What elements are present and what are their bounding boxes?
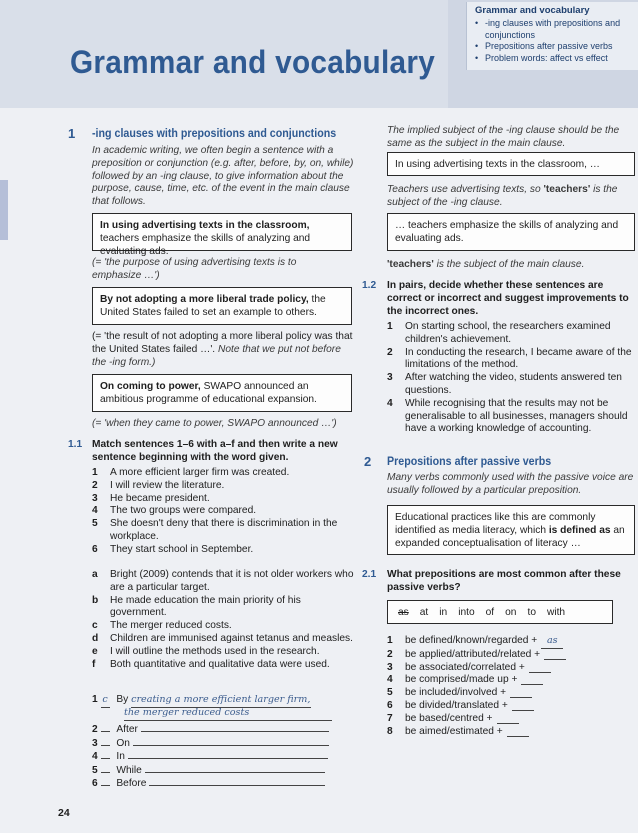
unit-contents-list	[467, 18, 638, 64]
item-number: 3	[387, 372, 393, 384]
item-letter: e	[92, 645, 98, 657]
answer-list	[92, 694, 342, 789]
list-item	[92, 518, 354, 544]
list-item	[387, 726, 627, 739]
answer-row-continued	[92, 707, 342, 721]
item-text: be associated/correlated +	[405, 661, 525, 673]
exercise-number: 2.1	[362, 569, 377, 580]
item-text: A more efficient larger firm was created.	[110, 467, 290, 478]
list-item	[92, 467, 354, 480]
section-title: Prepositions after passive verbs	[387, 455, 552, 468]
example-box	[92, 287, 352, 325]
item-text: On starting school, the researchers examined children's achievement.	[405, 321, 611, 345]
exercise-number: 1.2	[362, 280, 377, 291]
item-text: be based/centred +	[405, 712, 493, 724]
item-text: be defined/known/regarded +	[405, 635, 538, 646]
list-item	[387, 700, 627, 713]
preposition-box	[387, 600, 613, 624]
example-box	[387, 505, 635, 555]
answer-number: 5	[92, 764, 98, 776]
note-text: is the subject of the -ing clause.	[387, 184, 618, 208]
example-text: the United States failed to set an example to others.	[100, 294, 326, 318]
example-bold: In using advertising texts in the classroom,	[100, 220, 310, 231]
item-text: I will review the literature.	[110, 479, 225, 491]
item-text: Children are immunised against tetanus and measles.	[110, 632, 353, 644]
answer-number: 3	[92, 737, 98, 749]
answer-line[interactable]	[149, 775, 325, 786]
item-text: He made education the main priority of his government.	[110, 594, 301, 619]
item-letter: d	[92, 632, 99, 644]
answer-letter-blank[interactable]: c	[101, 694, 110, 708]
example-bold: is defined as	[548, 525, 611, 536]
list-item	[92, 633, 354, 646]
example-note-italic: Note that we put not before the -ing form.)	[92, 343, 341, 368]
item-text: In conducting the research, I became aware of the limitations of the method.	[405, 346, 632, 371]
answer-blank[interactable]	[510, 687, 532, 698]
unit-contents-item: • Problem words: affect vs effect	[475, 53, 638, 65]
preposition: to	[527, 607, 536, 618]
list-item	[92, 620, 354, 633]
example-text: Educational practices like this are commonly identified as media literacy, which	[395, 512, 596, 536]
example-note-part: (= 'the result of not adopting a more liberal policy was that the United States failed …'.	[92, 331, 353, 355]
section-intro: In academic writing, we often begin a sentence with a preposition or conjunction (e.g. after, before, by, on, while) followed by an -ing clause, to give information about the purpose, cause, time, etc. of the event in the main clause that follows.	[92, 145, 354, 208]
item-number: 4	[387, 674, 393, 686]
example-box: … teachers emphasize the skills of analyzing and evaluating ads.	[387, 213, 635, 251]
answer-blank[interactable]	[507, 726, 529, 737]
section-title: -ing clauses with prepositions and conjunctions	[92, 127, 337, 140]
list-item	[387, 687, 627, 700]
answer-blank[interactable]: as	[541, 635, 563, 649]
example-note: (= 'the purpose of using advertising texts is to emphasize …')	[92, 257, 297, 281]
answer-start-word: In	[116, 751, 125, 762]
page-title: Grammar and vocabulary	[70, 44, 436, 80]
teachers-note	[387, 184, 635, 210]
preposition: on	[505, 607, 517, 618]
answer-start-word: On	[116, 737, 130, 749]
answer-start-word: While	[116, 764, 142, 776]
unit-contents-item: • Prepositions after passive verbs	[475, 41, 638, 53]
answer-row	[92, 762, 342, 776]
sentence-list	[92, 467, 354, 557]
item-text: The merger reduced costs.	[110, 620, 232, 632]
item-number: 7	[387, 712, 393, 724]
item-number: 5	[387, 687, 393, 699]
example-box	[92, 213, 352, 257]
list-item	[387, 674, 627, 687]
item-text: The two groups were compared.	[110, 505, 257, 517]
list-item	[92, 569, 354, 595]
example-box	[92, 374, 352, 412]
example-note	[92, 331, 354, 369]
list-item	[387, 635, 627, 649]
item-letter: c	[92, 620, 98, 632]
item-text: Bright (2009) contends that it is not older workers who are a particular target.	[110, 569, 354, 593]
preposition: with	[546, 607, 566, 618]
list-item	[92, 595, 354, 621]
item-text: While recognising that the results may not be generalisable to all businesses, managers should have a working knowledge of accounting.	[405, 397, 628, 435]
unit-contents-item: • -ing clauses with prepositions and conjunctions	[475, 18, 638, 41]
section-intro: Many verbs commonly used with the passive voice are usually followed by a particular preposition.	[387, 472, 634, 496]
margin-stripe	[0, 180, 8, 240]
note-text: Teachers use advertising texts, so	[387, 184, 544, 195]
answer-blank[interactable]	[521, 674, 543, 685]
answer-line[interactable]	[141, 721, 329, 732]
answer-line[interactable]	[128, 748, 328, 759]
item-number: 3	[92, 492, 98, 504]
item-text: He became president.	[110, 492, 210, 504]
list-item	[92, 646, 354, 659]
answer-letter-blank[interactable]	[101, 772, 110, 773]
item-letter: b	[92, 594, 99, 606]
item-letter: f	[92, 658, 96, 670]
example-text: an expanded conceptualisation of literacy …	[395, 525, 625, 549]
item-text: be included/involved +	[405, 687, 507, 699]
item-letter: a	[92, 569, 98, 580]
item-text: She doesn't deny that there is discrimination in the workplace.	[110, 518, 338, 542]
item-text: Both quantitative and qualitative data were used.	[110, 658, 330, 670]
example-note: (= 'when they came to power, SWAPO announced …')	[92, 418, 337, 429]
list-item	[387, 321, 637, 347]
answer-line[interactable]: the merger reduced costs	[124, 707, 332, 721]
example-text: SWAPO announced an ambitious programme of educational expansion.	[100, 381, 317, 405]
note-bold: 'teachers'	[387, 259, 434, 270]
item-number: 1	[387, 321, 393, 332]
answer-number: 2	[92, 724, 98, 735]
answer-row	[92, 748, 342, 762]
answer-row	[92, 735, 342, 749]
item-number: 1	[387, 635, 393, 646]
implied-subject-note: The implied subject of the -ing clause should be the same as the subject in the main clause.	[387, 125, 620, 149]
verb-list	[387, 635, 627, 738]
item-number: 4	[92, 505, 98, 517]
answer-blank[interactable]	[544, 649, 566, 660]
item-text: be divided/translated +	[405, 699, 508, 711]
item-number: 2	[387, 648, 393, 660]
answer-row	[92, 694, 342, 707]
answer-blank[interactable]	[497, 713, 519, 724]
answer-line[interactable]	[145, 762, 325, 773]
answer-blank[interactable]	[512, 700, 534, 711]
item-text: be applied/attributed/related +	[405, 648, 541, 660]
list-item	[387, 713, 627, 726]
item-number: 2	[387, 346, 393, 358]
note-text: is the subject of the main clause.	[433, 259, 585, 270]
example-text: teachers emphasize the skills of analyzing and evaluating ads.	[100, 233, 311, 257]
answer-row	[92, 775, 342, 789]
answer-start-word: After	[116, 724, 138, 735]
item-text: They start school in September.	[110, 543, 254, 555]
preposition: into	[458, 607, 475, 618]
list-item	[387, 662, 627, 675]
item-number: 8	[387, 725, 393, 737]
unit-contents-title: Grammar and vocabulary	[475, 5, 590, 16]
list-item	[92, 544, 354, 557]
sentence-list	[387, 321, 637, 436]
answer-letter-blank[interactable]	[101, 745, 110, 746]
section-number: 2	[364, 454, 372, 469]
list-item	[92, 505, 354, 518]
item-number: 2	[92, 479, 98, 491]
list-item	[387, 398, 637, 436]
unit-contents-box	[466, 2, 638, 70]
answer-number: 1	[92, 694, 98, 705]
list-item	[387, 649, 627, 662]
item-number: 6	[92, 543, 98, 555]
teachers-note	[387, 259, 635, 272]
example-bold: By not adopting a more liberal trade policy,	[100, 294, 309, 305]
answer-line[interactable]: creating a more efficient larger firm,	[131, 694, 311, 708]
preposition: at	[419, 607, 429, 618]
item-text: be aimed/estimated +	[405, 725, 503, 737]
answer-start-word: By	[116, 694, 129, 705]
exercise-instruction: In pairs, decide whether these sentences are correct or incorrect and suggest improvements to the incorrect ones.	[387, 280, 629, 317]
item-number: 6	[387, 699, 393, 711]
item-number: 3	[387, 661, 393, 673]
note-bold: 'teachers'	[543, 184, 591, 195]
item-text: I will outline the methods used in the research.	[110, 645, 320, 657]
answer-line[interactable]	[133, 735, 329, 746]
answer-start-word: Before	[116, 778, 147, 789]
item-number: 1	[92, 467, 98, 478]
item-number: 5	[92, 518, 98, 530]
example-box: In using advertising texts in the classroom, …	[387, 152, 635, 176]
section-number: 1	[68, 126, 76, 141]
preposition: in	[439, 607, 448, 618]
list-item	[92, 493, 354, 506]
answer-letter-blank[interactable]	[101, 731, 110, 732]
answer-letter-blank[interactable]	[101, 758, 110, 759]
item-text: be comprised/made up +	[405, 674, 518, 686]
answer-blank[interactable]	[529, 662, 551, 673]
list-item	[92, 659, 354, 672]
exercise-instruction: What prepositions are most common after these passive verbs?	[387, 569, 621, 593]
page-number: 24	[58, 807, 70, 819]
item-number: 4	[387, 397, 393, 409]
answer-number: 6	[92, 778, 98, 789]
preposition: of	[485, 607, 495, 618]
example-bold: On coming to power,	[100, 381, 201, 392]
answer-letter-blank[interactable]	[101, 785, 110, 786]
exercise-number: 1.1	[68, 439, 83, 450]
list-item	[387, 347, 637, 373]
exercise-instruction: Match sentences 1–6 with a–f and then write a new sentence beginning with the word given.	[92, 439, 338, 463]
list-item	[387, 372, 637, 398]
answer-number: 4	[92, 751, 98, 762]
list-item	[92, 480, 354, 493]
preposition-crossed: as	[398, 607, 409, 618]
answer-row	[92, 721, 342, 735]
item-text: After watching the video, students answered ten questions.	[405, 372, 622, 396]
letter-list	[92, 569, 354, 671]
